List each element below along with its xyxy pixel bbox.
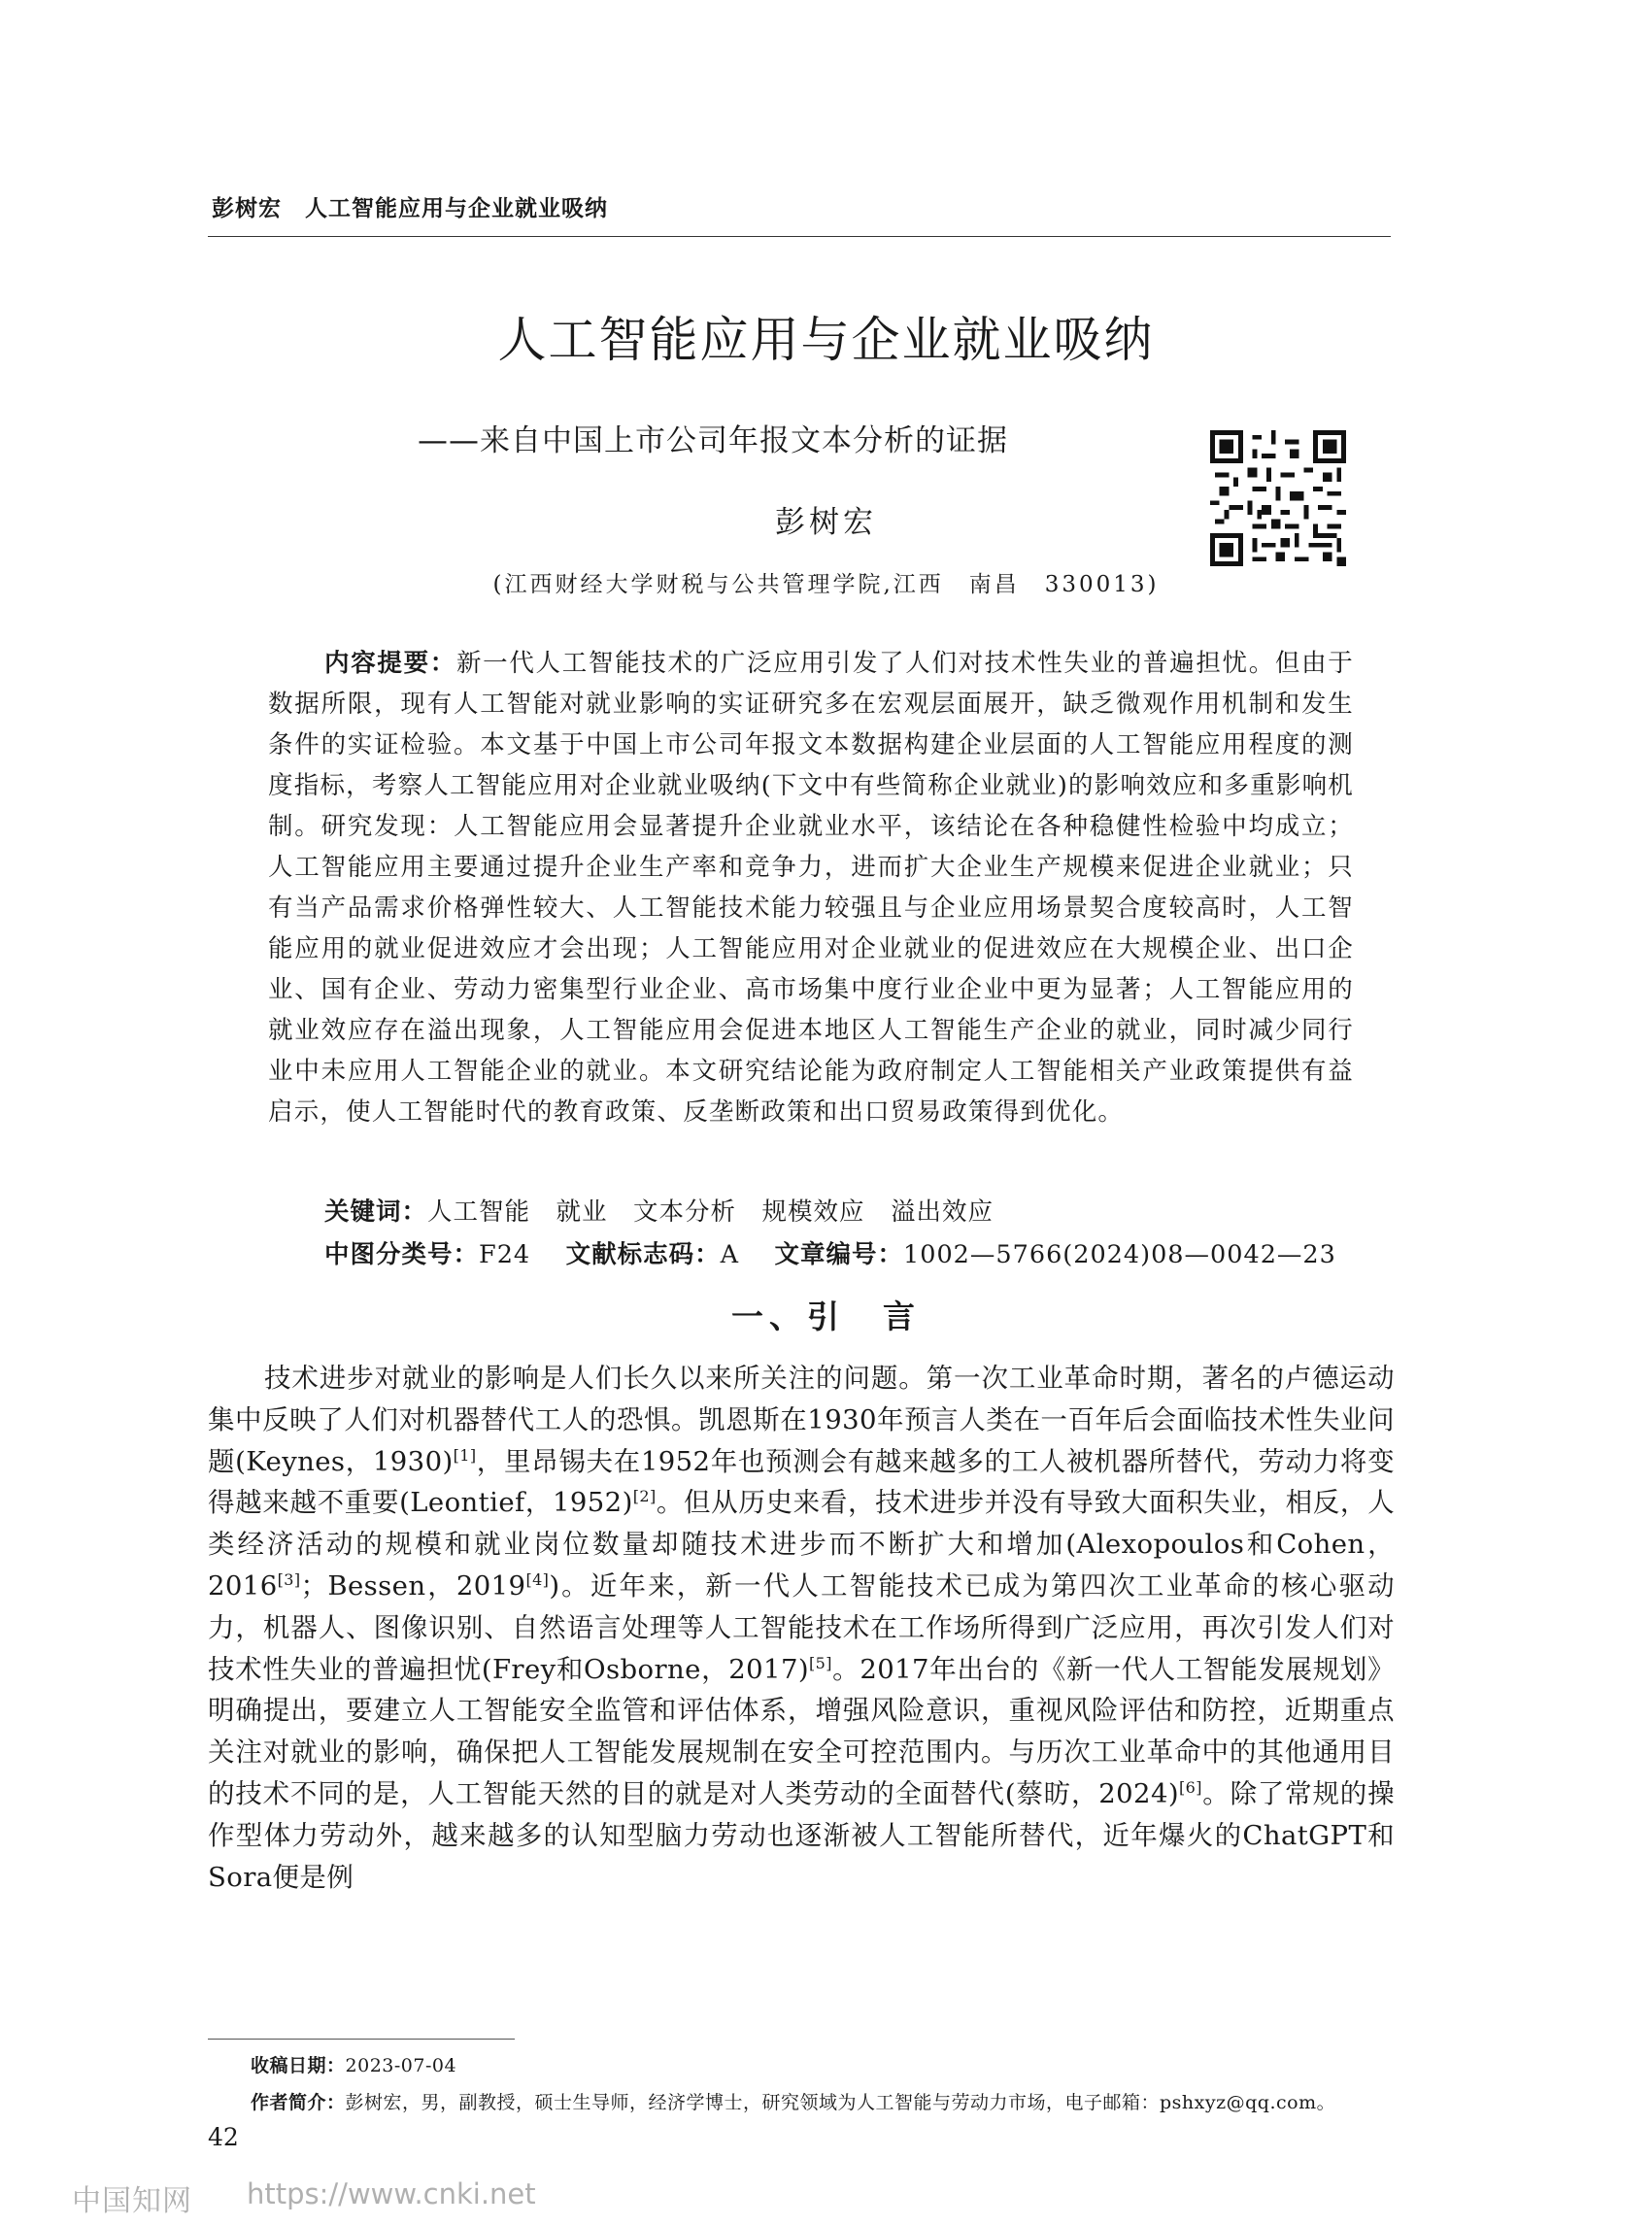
abstract-label: 内容提要： [324, 649, 456, 678]
classification-line [324, 1235, 1336, 1270]
footnote-received [251, 2051, 456, 2077]
doc-code-label: 文献标志码： [565, 1240, 721, 1269]
body-text-2: ，里昂锡夫在1952年也预测会有越来越多的工人被机器所替代，劳动力将变得越来越不重要(Leontief，1952) [208, 1445, 1395, 1519]
author-bio: 彭树宏，男，副教授，硕士生导师，经济学博士，研究领域为人工智能与劳动力市场，电子邮箱：pshxyz@qq.com。 [345, 2092, 1336, 2113]
author-bio-label: 作者简介： [251, 2092, 346, 2113]
author-affiliation: (江西财经大学财税与公共管理学院,江西 南昌 330013) [492, 572, 1160, 597]
citation-4: [4] [525, 1569, 550, 1589]
clc-label: 中图分类号： [324, 1240, 480, 1269]
body-text-1: 技术进步对就业的影响是人们长久以来所关注的问题。第一次工业革命时期，著名的卢德运动集中反映了人们对机器替代工人的恐惧。凯恩斯在1930年预言人类在一百年后会面临技术性失业问题(Keynes，1930) [208, 1363, 1395, 1477]
footnote-author [251, 2088, 1335, 2114]
citation-3: [3] [277, 1569, 301, 1589]
section-heading: 一、引 言 [731, 1298, 921, 1335]
received-date: 2023-07-04 [345, 2055, 457, 2076]
abstract [268, 643, 1354, 1132]
body-paragraph [208, 1358, 1395, 1898]
cnki-watermark-logo: 中国知网 [72, 2184, 192, 2218]
article-number-value: 1002—5766(2024)08—0042—23 [903, 1240, 1336, 1269]
article-number-label: 文章编号： [774, 1240, 903, 1269]
citation-6: [6] [1178, 1777, 1202, 1797]
doc-code-value: A [720, 1240, 740, 1269]
body-text-5: )。近年来，新一代人工智能技术已成为第四次工业革命的核心驱动力，机器人、图像识别、自然语言处理等人工智能技术在工作场所得到广泛应用，再次引发人们对技术性失业的普遍担忧(Frey和Osborne，2017) [208, 1569, 1395, 1685]
keywords-text: 人工智能 就业 文本分析 规模效应 溢出效应 [427, 1197, 995, 1227]
citation-5: [5] [808, 1653, 832, 1672]
author-name: 彭树宏 [775, 505, 877, 540]
paper-title: 人工智能应用与企业就业吸纳 [497, 312, 1155, 368]
citation-2: [2] [632, 1487, 657, 1506]
body-text-3: 。但从历史来看，技术进步并没有导致大面积失业，相反，人类经济活动的规模和就业岗位数量却随技术进步而不断扩大和增加(Alexopoulos和Cohen，2016 [208, 1487, 1395, 1602]
citation-1: [1] [453, 1445, 477, 1465]
keywords-label: 关键词： [324, 1197, 428, 1227]
running-header: 彭树宏 人工智能应用与企业就业吸纳 [212, 196, 608, 221]
body-text-4: ；Bessen，2019 [300, 1569, 526, 1602]
clc-value: F24 [479, 1240, 531, 1269]
cnki-watermark-url: https://www.cnki.net [247, 2177, 536, 2210]
received-label: 收稿日期： [251, 2055, 346, 2076]
body-text-6: 。2017年出台的《新一代人工智能发展规划》明确提出，要建立人工智能安全监管和评估体系，增强风险意识，重视风险评估和防控，近期重点关注对就业的影响，确保把人工智能发展规制在安全可控范围内。与历次工业革命中的其他通用目的技术不同的是，人工智能天然的目的就是对人类劳动的全面替代(蔡昉，2024) [208, 1653, 1395, 1809]
body-text-7: 。除了常规的操作型体力劳动外，越来越多的认知型脑力劳动也逐渐被人工智能所替代，近年爆火的ChatGPT和Sora便是例 [208, 1777, 1395, 1893]
footnote-rule [208, 2039, 515, 2040]
paper-subtitle: ——来自中国上市公司年报文本分析的证据 [418, 423, 1008, 458]
page-number: 42 [208, 2123, 239, 2151]
abstract-text: 新一代人工智能技术的广泛应用引发了人们对技术性失业的普遍担忧。但由于数据所限，现有人工智能对就业影响的实证研究多在宏观层面展开，缺乏微观作用机制和发生条件的实证检验。本文基于中国上市公司年报文本数据构建企业层面的人工智能应用程度的测度指标，考察人工智能应用对企业就业吸纳(下文中有些简称企业就业)的影响效应和多重影响机制。研究发现：人工智能应用会显著提升企业就业水平，该结论在各种稳健性检验中均成立；人工智能应用主要通过提升企业生产率和竞争力，进而扩大企业生产规模来促进企业就业；只有当产品需求价格弹性较大、人工智能技术能力较强且与企业应用场景契合度较高时，人工智能应用的就业促进效应才会出现；人工智能应用对企业就业的促进效应在大规模企业、出口企业、国有企业、劳动力密集型行业企业、高市场集中度行业企业中更为显著；人工智能应用的就业效应存在溢出现象，人工智能应用会促进本地区人工智能生产企业的就业，同时减少同行业中未应用人工智能企业的就业。本文研究结论能为政府制定人工智能相关产业政策提供有益启示，使人工智能时代的教育政策、反垄断政策和出口贸易政策得到优化。 [268, 649, 1354, 1127]
header-rule [208, 236, 1391, 237]
keywords [324, 1193, 994, 1228]
